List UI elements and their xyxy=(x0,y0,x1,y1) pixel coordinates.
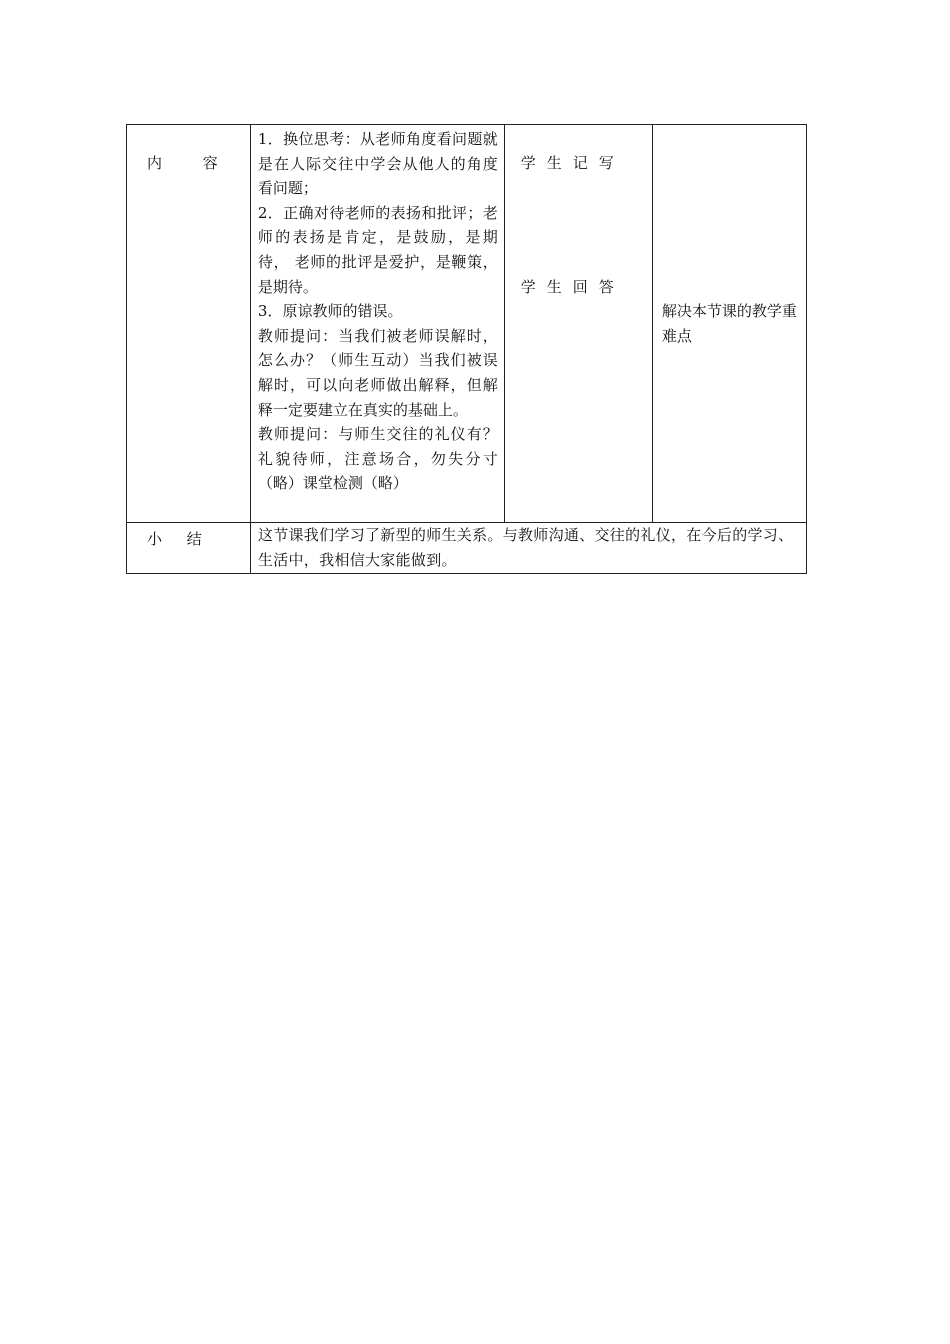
student-activity-write: 学生记写 xyxy=(520,154,625,172)
summary-label: 小 结 xyxy=(127,523,251,574)
teacher-question-2: 教师提问：与师生交往的礼仪有？礼貌待师，注意场合，勿失分寸（略）课堂检测（略） xyxy=(257,425,498,493)
content-point-3: 3．原谅教师的错误。 xyxy=(257,302,403,321)
teaching-content xyxy=(250,125,504,523)
content-point-2: 2．正确对待老师的表扬和批评；老师的表扬是肯定，是鼓励，是期待， 老师的批评是爱护，是鞭策，是期待。 xyxy=(257,203,498,296)
content-label: 内 容 xyxy=(127,125,251,523)
student-activity-cell xyxy=(504,125,652,523)
design-intent: 解决本节课的教学重难点 xyxy=(661,302,797,345)
summary-row xyxy=(127,523,807,574)
design-intent-cell xyxy=(652,125,806,523)
teacher-question-1: 教师提问：当我们被老师误解时，怎么办？（师生互动）当我们被误解时，可以向老师做出解释，但解释一定要建立在真实的基础上。 xyxy=(257,326,498,419)
student-activity-answer: 学生回答 xyxy=(520,278,625,296)
summary-text: 这节课我们学习了新型的师生关系。与教师沟通、交往的礼仪，在今后的学习、生活中，我相信大家能做到。 xyxy=(250,523,806,574)
lesson-plan-table xyxy=(126,124,807,574)
content-point-1: 1．换位思考：从老师角度看问题就是在人际交往中学会从他人的角度看问题； xyxy=(257,130,498,198)
content-row xyxy=(127,125,807,523)
